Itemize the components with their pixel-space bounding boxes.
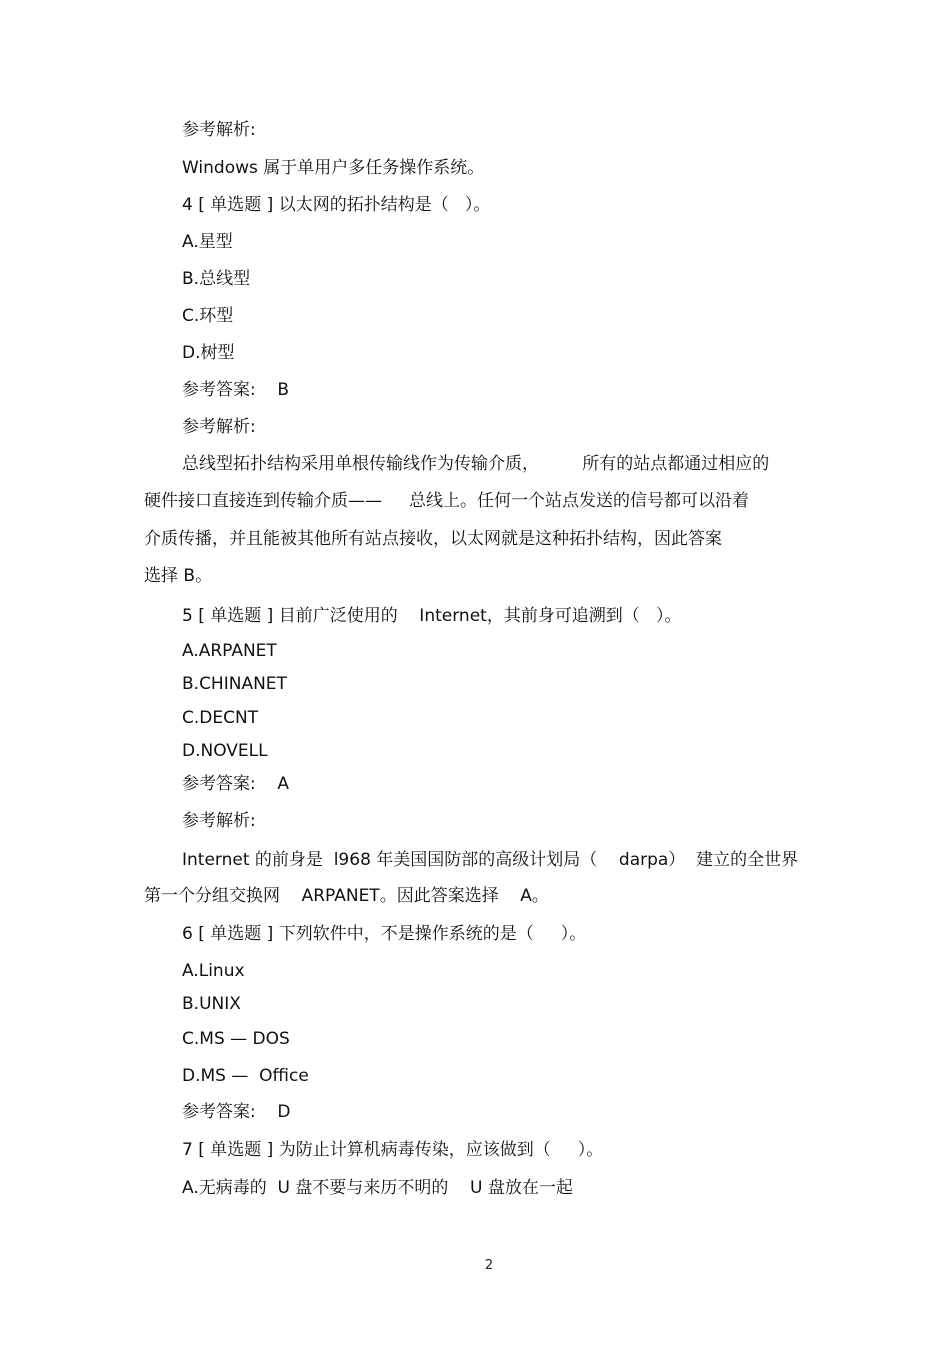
question-7: 7 [ 单选题 ] 为防止计算机病毒传染，应该做到（ ）。: [182, 1140, 604, 1160]
analysis-text: 总线型拓扑结构采用单根传输线作为传输介质， 所有的站点都通过相应的: [182, 454, 770, 474]
option-d: D.树型: [182, 343, 235, 363]
analysis-label: 参考解析:: [182, 120, 256, 140]
option-b: B.总线型: [182, 269, 251, 289]
option-c: C.环型: [182, 306, 234, 326]
option-c: C.MS — DOS: [182, 1029, 290, 1049]
analysis-text: 介质传播，并且能被其他所有站点接收，以太网就是这种拓扑结构，因此答案: [144, 529, 722, 549]
option-d: D.MS — Office: [182, 1066, 309, 1086]
analysis-text: 硬件接口直接连到传输介质—— 总线上。任何一个站点发送的信号都可以沿着: [144, 491, 750, 511]
option-a: A.无病毒的 U 盘不要与来历不明的 U 盘放在一起: [182, 1178, 573, 1198]
answer-line: 参考答案: D: [182, 1102, 291, 1122]
answer-line: 参考答案: B: [182, 380, 290, 400]
option-c: C.DECNT: [182, 708, 259, 728]
question-6: 6 [ 单选题 ] 下列软件中，不是操作系统的是（ ）。: [182, 924, 587, 944]
question-4: 4 [ 单选题 ] 以太网的拓扑结构是（ ）。: [182, 195, 491, 215]
option-a: A.星型: [182, 232, 233, 252]
analysis-text: Internet 的前身是 l968 年美国国防部的高级计划局（ darpa） 建立的全世界: [182, 850, 799, 870]
analysis-label: 参考解析:: [182, 417, 256, 437]
page-number: 2: [484, 1258, 494, 1273]
option-b: B.CHINANET: [182, 674, 287, 694]
answer-line: 参考答案: A: [182, 774, 289, 794]
analysis-label: 参考解析:: [182, 811, 256, 831]
question-5: 5 [ 单选题 ] 目前广泛使用的 Internet，其前身可追溯到（ ）。: [182, 606, 682, 626]
analysis-text: 选择 B。: [144, 566, 213, 586]
analysis-text: Windows 属于单用户多任务操作系统。: [182, 158, 485, 178]
option-a: A.ARPANET: [182, 641, 277, 661]
option-a: A.Linux: [182, 961, 245, 981]
analysis-text: 第一个分组交换网 ARPANET。因此答案选择 A。: [144, 886, 549, 906]
option-b: B.UNIX: [182, 994, 241, 1014]
option-d: D.NOVELL: [182, 741, 268, 761]
